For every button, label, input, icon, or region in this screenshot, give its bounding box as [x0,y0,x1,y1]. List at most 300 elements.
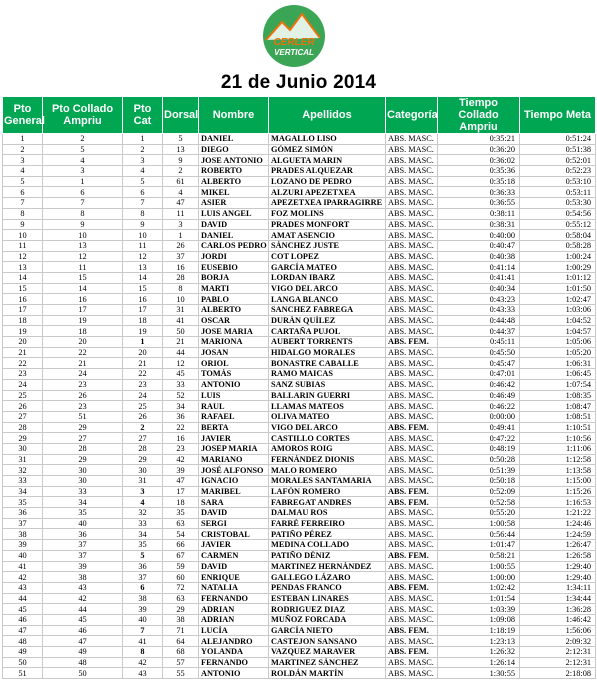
cell-dorsal: 67 [163,550,199,561]
cell-dorsal: 17 [163,486,199,497]
cell-pto-general: 16 [3,294,43,305]
cell-pto-general: 51 [3,668,43,679]
cell-tiempo-collado-ampriu: 1:02:42 [438,582,520,593]
table-row [3,144,596,155]
cell-pto-collado-ampriu: 37 [43,550,123,561]
cell-categoria: ABS. MASC. [386,134,438,145]
cell-nombre: ROBERTO [199,166,269,177]
cell-pto-collado-ampriu: 6 [43,187,123,198]
cell-pto-cat: 8 [123,647,163,658]
cell-pto-collado-ampriu: 3 [43,166,123,177]
cell-apellidos: ALZURI APEZETXEA [269,187,386,198]
cell-pto-cat: 25 [123,401,163,412]
cell-tiempo-collado-ampriu: 0:46:42 [438,379,520,390]
cell-dorsal: 52 [163,390,199,401]
cell-tiempo-collado-ampriu: 1:26:14 [438,657,520,668]
cell-tiempo-meta: 1:24:46 [520,518,596,529]
cell-dorsal: 63 [163,593,199,604]
header-pto-cat: Pto Cat [123,97,163,134]
cell-categoria: ABS. MASC. [386,401,438,412]
cell-pto-general: 4 [3,166,43,177]
cell-apellidos: HIDALGO MORALES [269,347,386,358]
cell-categoria: ABS. MASC. [386,326,438,337]
cell-tiempo-collado-ampriu: 1:01:54 [438,593,520,604]
cell-tiempo-collado-ampriu: 0:00:00 [438,411,520,422]
cell-apellidos: CARTAÑA PUJOL [269,326,386,337]
cell-categoria: ABS. MASC. [386,476,438,487]
cell-tiempo-meta: 1:08:51 [520,411,596,422]
cell-categoria: ABS. MASC. [386,572,438,583]
cell-pto-collado-ampriu: 30 [43,465,123,476]
cell-tiempo-collado-ampriu: 0:50:28 [438,454,520,465]
cell-dorsal: 41 [163,315,199,326]
cell-pto-collado-ampriu: 46 [43,625,123,636]
cell-pto-collado-ampriu: 17 [43,305,123,316]
cell-apellidos: SÁNCHEZ JUSTE [269,240,386,251]
cell-tiempo-meta: 1:13:58 [520,465,596,476]
cell-apellidos: OLIVA MATEO [269,411,386,422]
cell-dorsal: 47 [163,198,199,209]
cell-categoria: ABS. MASC. [386,294,438,305]
cell-pto-cat: 24 [123,390,163,401]
cell-pto-general: 44 [3,593,43,604]
cell-pto-cat: 8 [123,208,163,219]
cell-categoria: ABS. FEM. [386,582,438,593]
cell-nombre: CARMEN [199,550,269,561]
cell-pto-general: 31 [3,454,43,465]
cell-dorsal: 31 [163,305,199,316]
cell-pto-cat: 16 [123,294,163,305]
cell-tiempo-meta: 1:05:20 [520,347,596,358]
cell-pto-collado-ampriu: 50 [43,668,123,679]
cell-pto-cat: 22 [123,369,163,380]
cell-pto-cat: 10 [123,230,163,241]
cell-pto-collado-ampriu: 10 [43,230,123,241]
cell-pto-cat: 9 [123,219,163,230]
cell-pto-cat: 4 [123,166,163,177]
cell-pto-cat: 19 [123,326,163,337]
cell-tiempo-collado-ampriu: 0:40:00 [438,230,520,241]
cell-nombre: LUCÍA [199,625,269,636]
cell-pto-cat: 34 [123,529,163,540]
cell-categoria: ABS. MASC. [386,379,438,390]
cell-pto-collado-ampriu: 19 [43,315,123,326]
cell-apellidos: CASTILLO CORTES [269,433,386,444]
cell-pto-collado-ampriu: 40 [43,518,123,529]
cell-pto-cat: 41 [123,636,163,647]
cell-categoria: ABS. MASC. [386,155,438,166]
cell-apellidos: PATIÑO PÉREZ [269,529,386,540]
cell-tiempo-collado-ampriu: 0:44:37 [438,326,520,337]
cell-pto-cat: 1 [123,337,163,348]
cell-pto-cat: 33 [123,518,163,529]
cell-tiempo-meta: 1:01:12 [520,272,596,283]
cell-pto-collado-ampriu: 11 [43,262,123,273]
cell-tiempo-meta: 1:00:29 [520,262,596,273]
cell-categoria: ABS. MASC. [386,176,438,187]
cell-pto-general: 23 [3,369,43,380]
cell-tiempo-meta: 1:11:06 [520,443,596,454]
cell-dorsal: 12 [163,358,199,369]
cell-pto-cat: 15 [123,283,163,294]
cell-apellidos: BALLARIN GUERRI [269,390,386,401]
cell-nombre: JOSE MARIA [199,326,269,337]
cell-apellidos: DURÁN QUÍLEZ [269,315,386,326]
logo-text-cerler: CERLER [273,37,315,48]
cell-apellidos: AMAT ASENCIO [269,230,386,241]
cell-nombre: ADRIAN [199,604,269,615]
cell-apellidos: GÓMEZ SIMÓN [269,144,386,155]
table-row [3,497,596,508]
table-row [3,166,596,177]
cell-pto-general: 19 [3,326,43,337]
cell-tiempo-collado-ampriu: 0:49:41 [438,422,520,433]
cell-apellidos: ROLDÁN MARTÍN [269,668,386,679]
cell-categoria: ABS. FEM. [386,486,438,497]
cell-tiempo-meta: 1:04:57 [520,326,596,337]
cell-nombre: MIKEL [199,187,269,198]
cell-nombre: DAVID [199,561,269,572]
cell-pto-cat: 2 [123,422,163,433]
cell-pto-collado-ampriu: 30 [43,476,123,487]
cell-tiempo-meta: 1:15:26 [520,486,596,497]
table-row [3,176,596,187]
cell-tiempo-collado-ampriu: 0:43:23 [438,294,520,305]
cell-tiempo-collado-ampriu: 1:30:55 [438,668,520,679]
cell-pto-general: 21 [3,347,43,358]
cell-pto-collado-ampriu: 33 [43,486,123,497]
cell-pto-cat: 39 [123,604,163,615]
table-row [3,582,596,593]
cell-tiempo-meta: 1:03:06 [520,305,596,316]
cell-tiempo-meta: 1:56:06 [520,625,596,636]
cell-dorsal: 28 [163,272,199,283]
cell-pto-general: 37 [3,518,43,529]
cell-categoria: ABS. MASC. [386,187,438,198]
cell-apellidos: SANCHEZ FABREGA [269,305,386,316]
cerler-vertical-logo [262,4,326,68]
cell-pto-general: 10 [3,230,43,241]
cell-apellidos: FARRÉ FERREIRO [269,518,386,529]
cell-nombre: SERGI [199,518,269,529]
cell-nombre: YOLANDA [199,647,269,658]
cell-pto-cat: 14 [123,272,163,283]
cell-pto-collado-ampriu: 34 [43,497,123,508]
cell-dorsal: 35 [163,508,199,519]
cell-apellidos: COT LOPEZ [269,251,386,262]
cell-apellidos: ALGUETA MARIN [269,155,386,166]
table-row [3,486,596,497]
cell-dorsal: 60 [163,572,199,583]
cell-pto-cat: 13 [123,262,163,273]
cell-tiempo-collado-ampriu: 1:00:55 [438,561,520,572]
cell-categoria: ABS. MASC. [386,369,438,380]
cell-pto-collado-ampriu: 16 [43,294,123,305]
cell-categoria: ABS. FEM. [386,550,438,561]
cell-dorsal: 26 [163,240,199,251]
table-row [3,155,596,166]
cell-tiempo-meta: 1:02:47 [520,294,596,305]
cell-tiempo-meta: 0:58:04 [520,230,596,241]
cell-tiempo-meta: 0:52:01 [520,155,596,166]
cell-nombre: ALBERTO [199,305,269,316]
cell-tiempo-collado-ampriu: 0:46:22 [438,401,520,412]
cell-tiempo-meta: 1:12:58 [520,454,596,465]
table-row [3,347,596,358]
cell-tiempo-meta: 1:08:35 [520,390,596,401]
cell-pto-cat: 18 [123,315,163,326]
table-row [3,443,596,454]
cell-pto-collado-ampriu: 37 [43,540,123,551]
cell-tiempo-meta: 1:06:45 [520,369,596,380]
cell-pto-cat: 7 [123,625,163,636]
cell-pto-general: 6 [3,187,43,198]
cell-apellidos: AUBERT TORRENTS [269,337,386,348]
cell-dorsal: 54 [163,529,199,540]
cell-nombre: EUSEBIO [199,262,269,273]
cell-tiempo-meta: 1:01:50 [520,283,596,294]
table-row [3,593,596,604]
cell-apellidos: LLAMAS MATEOS [269,401,386,412]
cell-dorsal: 42 [163,454,199,465]
header-tiempo-meta: Tiempo Meta [520,97,596,134]
cell-pto-collado-ampriu: 23 [43,401,123,412]
cell-dorsal: 61 [163,176,199,187]
cell-pto-general: 28 [3,422,43,433]
table-row [3,315,596,326]
table-row [3,529,596,540]
table-row [3,283,596,294]
cell-nombre: MARIONA [199,337,269,348]
table-row [3,134,596,145]
cell-pto-cat: 31 [123,476,163,487]
cell-apellidos: CASTEJON SANSANO [269,636,386,647]
cell-pto-cat: 5 [123,176,163,187]
cell-categoria: ABS. MASC. [386,636,438,647]
cell-tiempo-collado-ampriu: 0:45:47 [438,358,520,369]
cell-dorsal: 10 [163,294,199,305]
cell-pto-general: 1 [3,134,43,145]
cell-pto-general: 26 [3,401,43,412]
cell-apellidos: GALLEGO LÁZARO [269,572,386,583]
cell-categoria: ABS. MASC. [386,251,438,262]
cell-tiempo-collado-ampriu: 0:56:44 [438,529,520,540]
cell-pto-general: 29 [3,433,43,444]
table-row [3,561,596,572]
cell-pto-cat: 30 [123,465,163,476]
cell-pto-general: 49 [3,647,43,658]
table-row [3,390,596,401]
cell-tiempo-meta: 1:00:24 [520,251,596,262]
cell-dorsal: 23 [163,443,199,454]
cell-nombre: ANTONIO [199,379,269,390]
cell-pto-cat: 3 [123,155,163,166]
cell-tiempo-meta: 2:18:08 [520,668,596,679]
cell-apellidos: MORALES SANTAMARIA [269,476,386,487]
cell-dorsal: 8 [163,283,199,294]
cell-pto-collado-ampriu: 9 [43,219,123,230]
cell-pto-general: 25 [3,390,43,401]
cell-apellidos: PATIÑO DÉNIZ [269,550,386,561]
cell-apellidos: AMOROS ROIG [269,443,386,454]
cell-nombre: PABLO [199,294,269,305]
cell-tiempo-meta: 1:05:06 [520,337,596,348]
cell-pto-collado-ampriu: 1 [43,176,123,187]
cell-apellidos: GARCÍA NIETO [269,625,386,636]
cell-pto-cat: 38 [123,593,163,604]
cell-nombre: CRISTOBAL [199,529,269,540]
table-row [3,540,596,551]
cell-categoria: ABS. MASC. [386,219,438,230]
cell-pto-cat: 7 [123,198,163,209]
cell-pto-general: 15 [3,283,43,294]
cell-categoria: ABS. MASC. [386,529,438,540]
cell-nombre: ORIOL [199,358,269,369]
cell-pto-collado-ampriu: 7 [43,198,123,209]
cell-tiempo-meta: 1:34:11 [520,582,596,593]
cell-tiempo-collado-ampriu: 0:50:18 [438,476,520,487]
cell-apellidos: FOZ MOLINS [269,208,386,219]
cell-dorsal: 3 [163,219,199,230]
cell-pto-collado-ampriu: 45 [43,614,123,625]
cell-pto-general: 39 [3,540,43,551]
cell-tiempo-meta: 1:07:54 [520,379,596,390]
cell-tiempo-collado-ampriu: 1:01:47 [438,540,520,551]
cell-dorsal: 68 [163,647,199,658]
cell-dorsal: 5 [163,134,199,145]
cell-tiempo-collado-ampriu: 0:46:49 [438,390,520,401]
cell-pto-cat: 1 [123,134,163,145]
cell-apellidos: FERNÁNDEZ DIONIS [269,454,386,465]
cell-tiempo-collado-ampriu: 1:00:00 [438,572,520,583]
cell-nombre: TOMÁS [199,369,269,380]
cell-categoria: ABS. MASC. [386,283,438,294]
cell-pto-cat: 20 [123,347,163,358]
results-table [2,96,596,679]
cell-tiempo-collado-ampriu: 0:51:39 [438,465,520,476]
cell-pto-general: 34 [3,486,43,497]
cell-pto-general: 32 [3,465,43,476]
table-row [3,251,596,262]
cell-pto-general: 11 [3,240,43,251]
cell-tiempo-collado-ampriu: 0:36:02 [438,155,520,166]
cell-tiempo-meta: 0:58:28 [520,240,596,251]
table-row [3,647,596,658]
table-row [3,657,596,668]
cell-categoria: ABS. MASC. [386,508,438,519]
cell-dorsal: 39 [163,465,199,476]
cell-apellidos: MUÑOZ FORCADA [269,614,386,625]
cell-pto-collado-ampriu: 29 [43,422,123,433]
cell-apellidos: LAFÓN ROMERO [269,486,386,497]
table-row [3,518,596,529]
cell-apellidos: SANZ SUBIAS [269,379,386,390]
cell-tiempo-meta: 0:52:23 [520,166,596,177]
table-row [3,550,596,561]
cell-pto-cat: 11 [123,240,163,251]
cell-tiempo-collado-ampriu: 1:00:58 [438,518,520,529]
cell-dorsal: 57 [163,657,199,668]
cell-apellidos: APEZETXEA IPARRAGIRRE [269,198,386,209]
cell-categoria: ABS. MASC. [386,518,438,529]
table-row [3,230,596,241]
logo-text-vertical: VERTICAL [274,48,314,57]
table-body [3,134,596,679]
cell-apellidos: DALMAU ROS [269,508,386,519]
cell-categoria: ABS. MASC. [386,305,438,316]
header-categoria: Categoría [386,97,438,134]
cell-apellidos: MEDINA COLLADO [269,540,386,551]
cell-pto-cat: 32 [123,508,163,519]
cell-pto-cat: 28 [123,443,163,454]
table-row [3,614,596,625]
cell-nombre: DIEGO [199,144,269,155]
cell-categoria: ABS. FEM. [386,625,438,636]
header-pto-collado-ampriu: Pto Collado Ampriu [43,97,123,134]
table-row [3,433,596,444]
table-row [3,625,596,636]
cell-apellidos: FABREGAT ANDRES [269,497,386,508]
cell-nombre: DANIEL [199,230,269,241]
cell-pto-cat: 6 [123,582,163,593]
cell-categoria: ABS. MASC. [386,144,438,155]
cell-nombre: DANIEL [199,134,269,145]
cell-categoria: ABS. MASC. [386,166,438,177]
cell-pto-collado-ampriu: 20 [43,337,123,348]
cell-apellidos: MARTINEZ SÁNCHEZ [269,657,386,668]
cell-pto-collado-ampriu: 14 [43,283,123,294]
cell-categoria: ABS. MASC. [386,411,438,422]
cell-nombre: JAVIER [199,540,269,551]
cell-tiempo-meta: 1:26:58 [520,550,596,561]
cell-pto-cat: 17 [123,305,163,316]
cell-nombre: JAVIER [199,433,269,444]
cell-pto-general: 48 [3,636,43,647]
cell-pto-cat: 40 [123,614,163,625]
cell-pto-collado-ampriu: 36 [43,529,123,540]
cell-nombre: ADRIAN [199,614,269,625]
table-row [3,272,596,283]
cell-tiempo-collado-ampriu: 0:45:11 [438,337,520,348]
cell-pto-collado-ampriu: 2 [43,134,123,145]
cell-tiempo-collado-ampriu: 1:03:39 [438,604,520,615]
cell-tiempo-meta: 1:24:59 [520,529,596,540]
cell-categoria: ABS. MASC. [386,390,438,401]
cell-nombre: JOSEP MARIA [199,443,269,454]
cell-categoria: ABS. MASC. [386,593,438,604]
cell-pto-collado-ampriu: 5 [43,144,123,155]
cell-dorsal: 71 [163,625,199,636]
cell-apellidos: ESTEBAN LINARES [269,593,386,604]
cell-apellidos: MARTINEZ HERNÁNDEZ [269,561,386,572]
cell-tiempo-collado-ampriu: 0:52:58 [438,497,520,508]
cell-tiempo-collado-ampriu: 0:48:19 [438,443,520,454]
cell-categoria: ABS. MASC. [386,272,438,283]
cell-pto-collado-ampriu: 22 [43,347,123,358]
cell-categoria: ABS. MASC. [386,443,438,454]
cell-tiempo-meta: 1:10:51 [520,422,596,433]
cell-tiempo-collado-ampriu: 1:18:19 [438,625,520,636]
cell-tiempo-meta: 1:06:31 [520,358,596,369]
cell-dorsal: 47 [163,476,199,487]
cell-tiempo-collado-ampriu: 0:45:50 [438,347,520,358]
cell-pto-collado-ampriu: 23 [43,379,123,390]
cell-tiempo-meta: 2:09:32 [520,636,596,647]
cell-pto-collado-ampriu: 43 [43,582,123,593]
cell-tiempo-collado-ampriu: 0:52:09 [438,486,520,497]
cell-apellidos: MAGALLO LISO [269,134,386,145]
cell-nombre: OSCAR [199,315,269,326]
